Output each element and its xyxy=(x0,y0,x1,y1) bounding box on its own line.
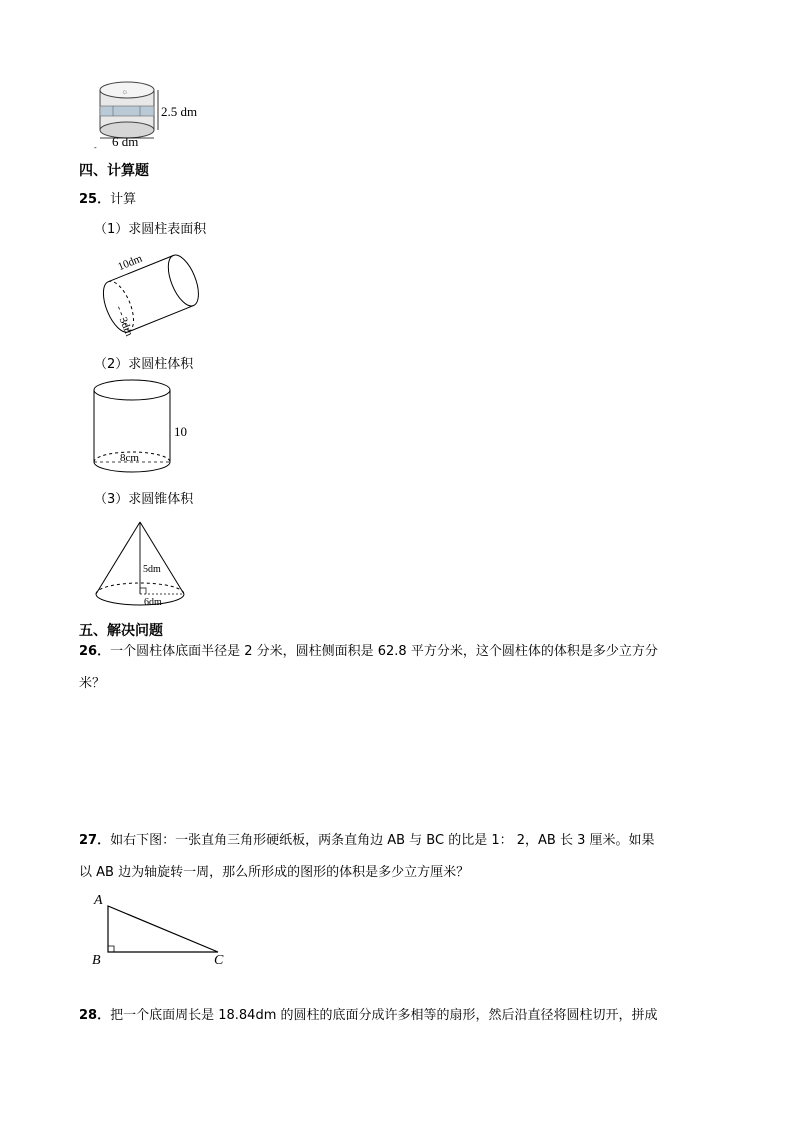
section-title-5: 五、解决问题 xyxy=(79,623,163,639)
cone-height-label: 5dm xyxy=(143,564,161,575)
question-28 xyxy=(79,1000,719,1032)
question-text-line2: 米？ xyxy=(79,676,106,691)
cylinder-diameter-label: 3dm xyxy=(116,315,136,339)
vertex-a-label: A xyxy=(94,893,103,908)
section-title-4: 四、计算题 xyxy=(79,163,149,179)
question-number: 25． xyxy=(79,192,111,207)
cylinder-height-label: 10 xyxy=(174,424,187,439)
tin-diameter-label: 6 dm xyxy=(112,134,139,149)
upright-cylinder-figure xyxy=(90,376,200,480)
question-27 xyxy=(79,825,719,889)
sub-question-2: （2）求圆柱体积 xyxy=(94,357,194,372)
question-text-line1: 把一个底面周长是 18.84dm 的圆柱的底面分成许多相等的扇形，然后沿直径将圆柱切开，拼成 xyxy=(110,1008,658,1023)
tin-cylinder-figure xyxy=(88,80,208,150)
cylinder-length-label: 10dm xyxy=(116,252,144,274)
svg-text:☼: ☼ xyxy=(121,87,129,96)
question-text: 计算 xyxy=(110,192,137,207)
vertex-b-label: B xyxy=(92,953,101,968)
question-text-line1: 如右下图：一张直角三角形硬纸板，两条直角边 AB 与 BC 的比是 1： 2，AB 长 3 厘米。如果 xyxy=(110,833,655,848)
question-25 xyxy=(79,188,136,207)
question-number: 28． xyxy=(79,1008,111,1023)
sub-question-3: （3）求圆锥体积 xyxy=(94,492,194,507)
svg-text:-: - xyxy=(94,143,97,150)
vertex-c-label: C xyxy=(214,953,224,968)
question-text-line1: 一个圆柱体底面半径是 2 分米，圆柱侧面积是 62.8 平方分米，这个圆柱体的体积是多少立方分 xyxy=(110,644,658,659)
cone-figure xyxy=(92,518,192,610)
tin-height-label: 2.5 dm xyxy=(161,104,198,119)
cylinder-bottom-diameter-label: 8cm xyxy=(120,452,139,464)
question-number: 26． xyxy=(79,644,111,659)
tilted-cylinder-figure xyxy=(90,244,210,344)
question-number: 27． xyxy=(79,833,111,848)
question-text-line2: 以 AB 边为轴旋转一周，那么所形成的图形的体积是多少立方厘米？ xyxy=(79,865,470,880)
right-triangle-figure xyxy=(88,888,236,972)
cone-radius-label: 6dm xyxy=(144,597,162,608)
question-26 xyxy=(79,636,719,700)
sub-question-1: （1）求圆柱表面积 xyxy=(94,222,207,237)
